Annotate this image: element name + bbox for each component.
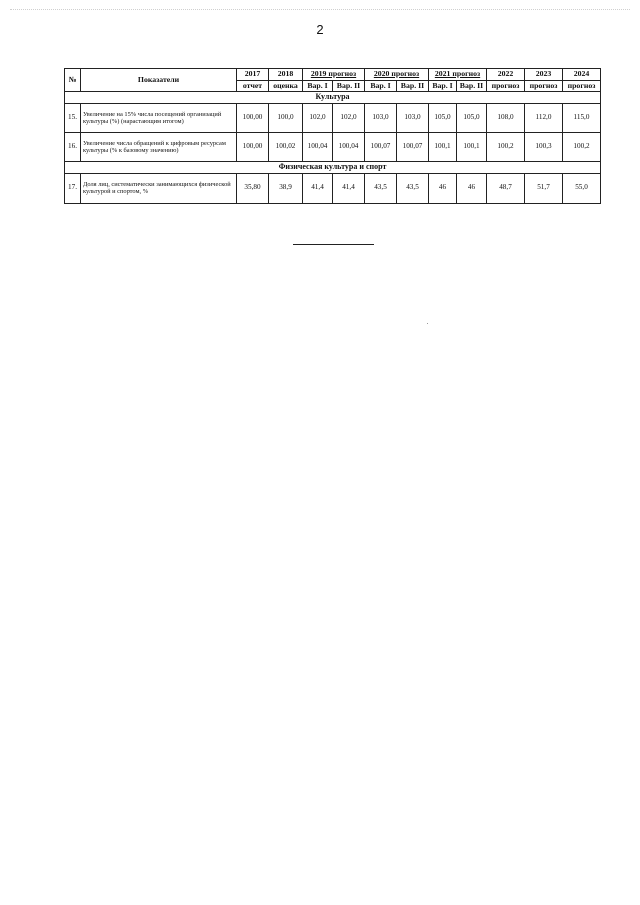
row-indicator-name: Увеличение на 15% числа посещений организаций культуры (%) (нарастающим итогом) (81, 103, 237, 132)
header-2023: 2023 (525, 69, 563, 81)
header-2021: 2021 прогноз (429, 69, 487, 81)
header-2017: 2017 (237, 69, 269, 81)
value-2020-var1: 43,5 (365, 173, 397, 203)
header-2024-sub: прогноз (563, 80, 601, 92)
header-2019: 2019 прогноз (303, 69, 365, 81)
value-2021-var2: 46 (457, 173, 487, 203)
header-2022-sub: прогноз (487, 80, 525, 92)
value-2021-var2: 105,0 (457, 103, 487, 132)
row-indicator-name: Доля лиц, систематически занимающихся физической культурой и спортом, % (81, 173, 237, 203)
value-2024: 55,0 (563, 173, 601, 203)
value-2017: 100,00 (237, 103, 269, 132)
header-2023-sub: прогноз (525, 80, 563, 92)
table-row (65, 103, 601, 132)
value-2018: 100,02 (269, 132, 303, 161)
header-2020-var2: Вар. II (397, 80, 429, 92)
value-2019-var1: 102,0 (303, 103, 333, 132)
value-2024: 100,2 (563, 132, 601, 161)
value-2024: 115,0 (563, 103, 601, 132)
indicators-table (64, 68, 601, 204)
value-2020-var2: 43,5 (397, 173, 429, 203)
header-2021-var1: Вар. I (429, 80, 457, 92)
row-number: 17. (65, 173, 81, 203)
value-2019-var2: 102,0 (333, 103, 365, 132)
value-2017: 100,00 (237, 132, 269, 161)
section-row-sport (65, 161, 601, 173)
header-2017-sub: отчет (237, 80, 269, 92)
value-2017: 35,80 (237, 173, 269, 203)
header-2021-var2: Вар. II (457, 80, 487, 92)
scan-artifact-line (10, 9, 630, 12)
value-2022: 48,7 (487, 173, 525, 203)
value-2019-var2: 41,4 (333, 173, 365, 203)
value-2020-var2: 103,0 (397, 103, 429, 132)
value-2018: 100,0 (269, 103, 303, 132)
value-2019-var1: 100,04 (303, 132, 333, 161)
header-row-1 (65, 69, 601, 81)
header-2020: 2020 прогноз (365, 69, 429, 81)
value-2020-var2: 100,07 (397, 132, 429, 161)
table-row (65, 173, 601, 203)
table-row (65, 132, 601, 161)
section-row-culture (65, 92, 601, 104)
header-number: № (65, 69, 81, 92)
value-2023: 51,7 (525, 173, 563, 203)
value-2019-var2: 100,04 (333, 132, 365, 161)
value-2018: 38,9 (269, 173, 303, 203)
value-2021-var1: 46 (429, 173, 457, 203)
value-2021-var1: 100,1 (429, 132, 457, 161)
value-2020-var1: 103,0 (365, 103, 397, 132)
page-number: 2 (316, 22, 324, 37)
value-2022: 108,0 (487, 103, 525, 132)
header-2019-var2: Вар. II (333, 80, 365, 92)
header-2022: 2022 (487, 69, 525, 81)
scan-speck (427, 323, 428, 324)
header-2019-var1: Вар. I (303, 80, 333, 92)
header-indicator: Показатели (81, 69, 237, 92)
header-2018-sub: оценка (269, 80, 303, 92)
value-2019-var1: 41,4 (303, 173, 333, 203)
value-2023: 100,3 (525, 132, 563, 161)
header-2024: 2024 (563, 69, 601, 81)
value-2020-var1: 100,07 (365, 132, 397, 161)
section-title: Культура (65, 92, 601, 104)
value-2021-var1: 105,0 (429, 103, 457, 132)
end-separator-line (293, 244, 374, 245)
row-number: 16. (65, 132, 81, 161)
value-2022: 100,2 (487, 132, 525, 161)
header-2020-var1: Вар. I (365, 80, 397, 92)
value-2021-var2: 100,1 (457, 132, 487, 161)
header-2018: 2018 (269, 69, 303, 81)
row-number: 15. (65, 103, 81, 132)
value-2023: 112,0 (525, 103, 563, 132)
section-title: Физическая культура и спорт (65, 161, 601, 173)
row-indicator-name: Увеличение числа обращений к цифровым ресурсам культуры (% к базовому значению) (81, 132, 237, 161)
